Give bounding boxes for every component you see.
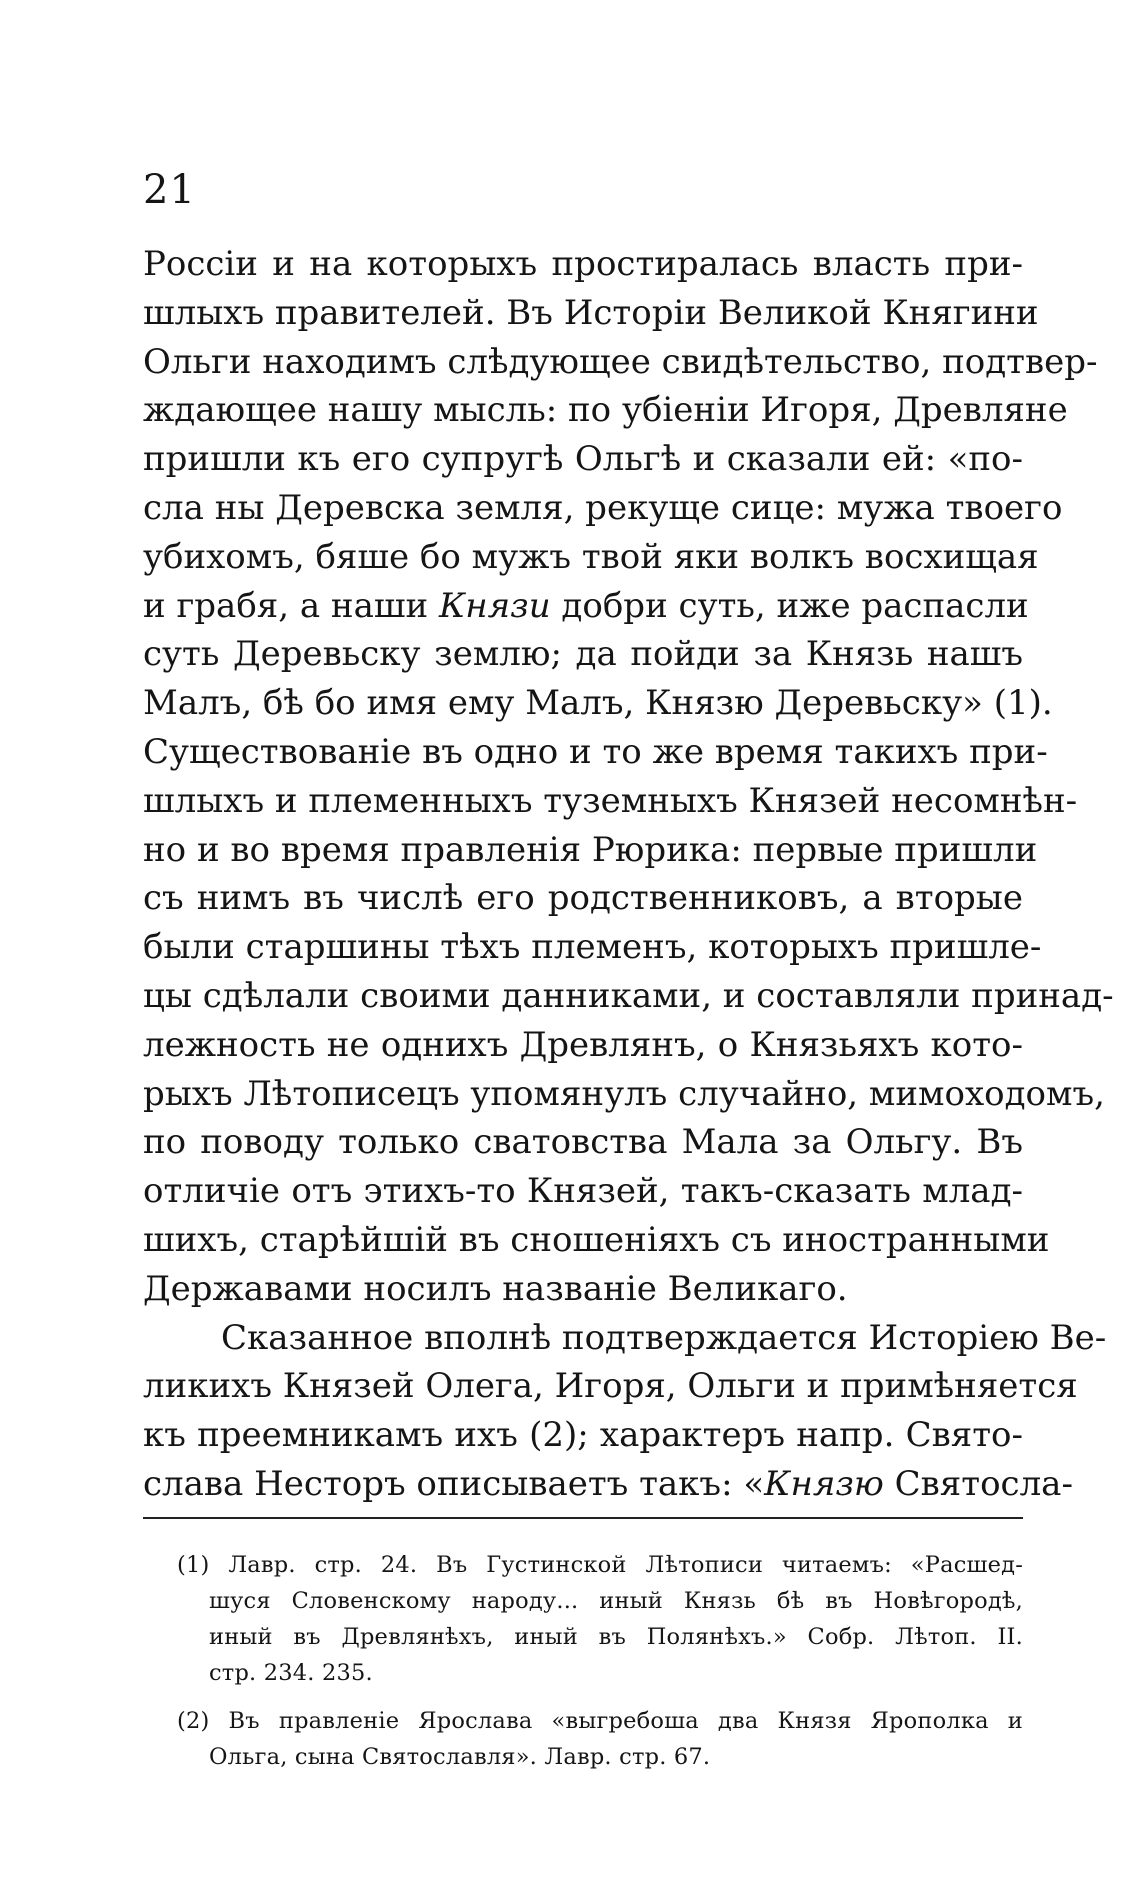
footnote xyxy=(143,1703,1023,1775)
italic-segment: Князю xyxy=(764,1463,884,1504)
paragraph xyxy=(143,1314,1107,1509)
page-number: 21 xyxy=(143,167,196,213)
footnote-line: (1) Лавр. стр. 24. Въ Густинской Лѣтописи читаемъ: «Расшед- xyxy=(177,1552,1023,1578)
text-segment: добри суть, иже распасли xyxy=(550,585,1029,626)
footnote-line: стр. 234. 235. xyxy=(209,1660,373,1686)
text-line: лежность не однихъ Древлянъ, о Князьяхъ кото- xyxy=(143,1024,1023,1065)
text-line: но и во время правленія Рюрика: первые пришли xyxy=(143,829,1038,870)
text-line: сла ны Деревска земля, рекуще сице: мужа твоего xyxy=(143,487,1063,528)
text-line: съ нимъ въ числѣ его родственниковъ, а вторые xyxy=(143,878,1023,919)
text-line: отличіе отъ этихъ-то Князей, такъ-сказать млад- xyxy=(143,1171,1023,1212)
text-line: Ольги находимъ слѣдующее свидѣтельство, подтвер- xyxy=(143,341,1098,382)
paragraph xyxy=(143,240,1114,1314)
text-line: Державами носилъ названіе Великаго. xyxy=(143,1268,848,1309)
footnotes xyxy=(143,1547,1023,1775)
text-line: шихъ, старѣйшій въ сношеніяхъ съ иностранными xyxy=(143,1219,1050,1260)
text-line: ждающее нашу мысль: по убіеніи Игоря, Древляне xyxy=(143,390,1068,431)
text-segment: слава Несторъ описываетъ такъ: « xyxy=(143,1463,765,1504)
text-line: убихомъ, бяше бо мужъ твой яки волкъ восхищая xyxy=(143,536,1039,577)
body-text xyxy=(143,240,1114,1509)
text-line: цы сдѣлали своими данниками, и составляли принад- xyxy=(143,975,1114,1016)
text-line: рыхъ Лѣтописецъ упомянулъ случайно, мимоходомъ, xyxy=(143,1073,1105,1114)
text-line: по поводу только сватовства Мала за Ольгу. Въ xyxy=(143,1122,1023,1163)
footnote-line: Ольга, сына Святославля». Лавр. стр. 67. xyxy=(209,1744,711,1770)
footnote-line: (2) Въ правленіе Ярослава «выгребоша два Князя Ярополка и xyxy=(177,1708,1023,1734)
footnote-line: шуся Словенскому народу... иный Князь бѣ въ Новѣгородѣ, xyxy=(209,1588,1023,1614)
text-line: ликихъ Князей Олега, Игоря, Ольги и примѣняется xyxy=(143,1366,1078,1407)
text-line: суть Деревьску землю; да пойди за Князь нашъ xyxy=(143,634,1023,675)
footnote-line: иный въ Древлянѣхъ, иный въ Полянѣхъ.» Собр. Лѣтоп. II. xyxy=(209,1624,1023,1650)
text-line: Россіи и на которыхъ простиралась власть при- xyxy=(143,244,1023,284)
text-line: шлыхъ и племенныхъ туземныхъ Князей несомнѣн- xyxy=(143,780,1078,821)
footnote xyxy=(143,1547,1023,1691)
text-line: Существованіе въ одно и то же время такихъ при- xyxy=(143,731,1048,772)
footnote-rule xyxy=(143,1517,1023,1519)
text-segment: Святосла- xyxy=(883,1463,1073,1504)
text-line: Малъ, бѣ бо имя ему Малъ, Князю Деревьску» (1). xyxy=(143,683,1053,724)
text-line: пришли къ его супругѣ Ольгѣ и сказали ей: «по- xyxy=(143,439,1023,480)
text-line: были старшины тѣхъ племенъ, которыхъ пришле- xyxy=(143,927,1042,968)
footnote-gap xyxy=(143,1691,1023,1703)
text-line xyxy=(143,1460,1073,1509)
text-segment: и грабя, а наши xyxy=(143,585,439,626)
italic-segment: Князи xyxy=(438,585,551,626)
text-line: Сказанное вполнѣ подтверждается Исторіею Ве- xyxy=(221,1317,1107,1358)
text-line xyxy=(143,582,1029,631)
text-line: шлыхъ правителей. Въ Исторіи Великой Княгини xyxy=(143,292,1039,333)
text-line: къ преемникамъ ихъ (2); характеръ напр. Свято- xyxy=(143,1415,1023,1456)
